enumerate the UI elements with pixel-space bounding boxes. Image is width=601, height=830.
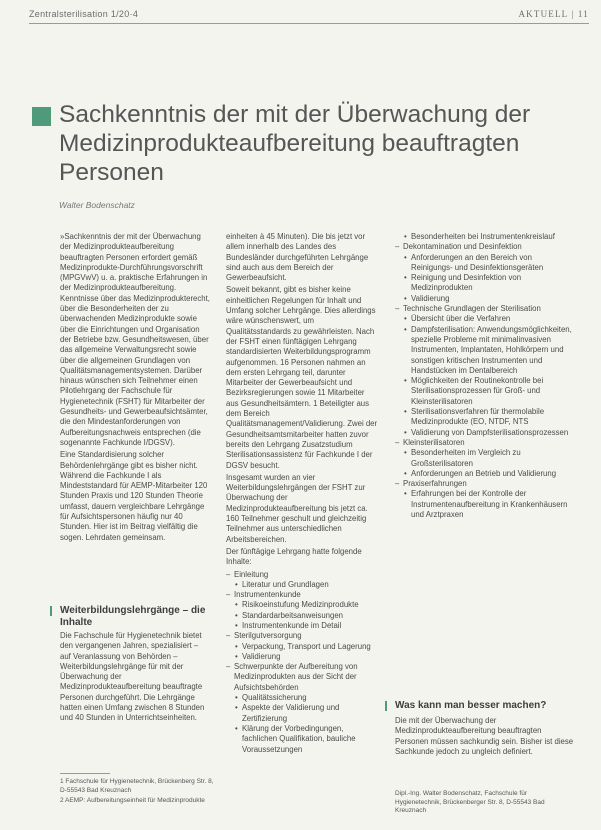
list-item: • Qualitätssicherung xyxy=(226,693,378,703)
section-heading-verbesserung: Was kann man besser machen? xyxy=(395,700,575,712)
col1-paragraph-1: »Sachkenntnis der mit der Überwachung der Medizinprodukteaufbereitung beauftragten Personen erfordert gemäß Medizinprodukte-Durchführungsvorschrift (MPGVwV) u. a. praktische Erfahrungen in der Medizinprodukteaufbereitung. Kenntnisse über das Medizinprodukterecht, über die Besonderheiten der zu überwachenden Medizinprodukte sowie über die Einrichtungen und Organisation der Betriebe bzw. Gesundheitswesen, über das allgemeine Verwaltungsrecht sowie über die allgemeinen Grundlagen von Qualitätsmanagementsystemen. Darüber hinaus wünschen sich Teilnehmer einen Pilotlehrgang der Fachschule für Hygienetechnik (FSHT) für Mitarbeiter der Gesundheits- und Gewerbeaufsichtsämter, die den Mindestanforderungen von Aufbereitungsnachweis entsprechen (die sogenannte Fachkunde I/DGSV). xyxy=(60,232,210,447)
header-divider xyxy=(29,23,589,24)
list-item: • Dampfsterilisation: Anwendungsmöglichkeiten, spezielle Probleme mit minimalinvasiven Instrumenten, Implantaten, Hohlkörpern und sonstigen kritischen Instrumenten und Handstücken im Dentalbereich xyxy=(395,325,575,376)
list-item: • Sterilisationsverfahren für thermolabile Medizinprodukte (EO, NTDF, NTS xyxy=(395,407,575,428)
col3-paragraph-1: Die mit der Überwachung der Medizinprodukteaufbereitung beauftragten Personen müssen sachkundig sein. Bisher ist diese Sachkunde jedoch zu ungleich definiert. xyxy=(395,716,574,756)
list-item: • Besonderheiten im Vergleich zu Großsterilisatoren xyxy=(395,448,575,469)
list-item: – Schwerpunkte der Aufbereitung von Medizinprodukten aus der Sicht der Aufsichtsbehörden xyxy=(226,662,378,693)
list-item: • Klärung der Vorbedingungen, fachlichen Qualifikation, bauliche Voraussetzungen xyxy=(226,724,378,755)
list-item: • Anforderungen an den Bereich von Reinigungs- und Desinfektionsgeräten xyxy=(395,253,575,274)
list-item: • Besonderheiten bei Instrumentenkreislauf xyxy=(395,232,575,242)
list-item: – Kleinsterilisatoren xyxy=(395,438,575,448)
column-3-lower xyxy=(395,716,575,759)
list-item: • Standardarbeitsanweisungen xyxy=(226,611,378,621)
list-item: • Anforderungen an Betrieb und Validierung xyxy=(395,469,575,479)
footnote-divider xyxy=(60,773,110,774)
list-item: • Verpackung, Transport und Lagerung xyxy=(226,642,378,652)
column-1 xyxy=(60,232,210,545)
column-2 xyxy=(226,232,378,755)
list-item: – Dekontamination und Desinfektion xyxy=(395,242,575,252)
list-item: • Möglichkeiten der Routinekontrolle bei Sterilisationsprozessen für Groß- und Kleinsterilisatoren xyxy=(395,376,575,407)
title-accent-block xyxy=(32,107,51,126)
list-item: – Praxiserfahrungen xyxy=(395,479,575,489)
column-3 xyxy=(395,232,575,520)
list-item: – Einleitung xyxy=(226,570,378,580)
col2-paragraph-1: einheiten à 45 Minuten). Die bis jetzt vor allem innerhalb des Landes des Bundesländer durchgeführten Lehrgänge sind auch aus dem Bereich der Gewerbeaufsicht. xyxy=(226,232,369,283)
list-item: • Instrumentenkunde im Detail xyxy=(226,621,378,631)
list-item: – Instrumentenkunde xyxy=(226,590,378,600)
list-item: • Validierung xyxy=(395,294,575,304)
list-item: • Reinigung und Desinfektion von Medizinprodukten xyxy=(395,273,575,294)
col2-content-list xyxy=(226,570,378,755)
author-address: Dipl.-Ing. Walter Bodenschatz, Fachschule für Hygienetechnik, Brückenberger Str. 8, D-55543 Bad Kreuznach xyxy=(395,790,545,814)
list-item: • Literatur und Grundlagen xyxy=(226,580,378,590)
footnote-1: 1 Fachschule für Hygienetechnik, Brückenberg Str. 8, D-55543 Bad Kreuznach xyxy=(60,778,214,794)
col3-content-list xyxy=(395,232,575,520)
running-header-section: AKTUELL | 11 xyxy=(518,9,589,19)
col1-paragraph-3: Die Fachschule für Hygienetechnik bietet den vergangenen Jahren, spezialisiert – auf Veranlassung von Behörden – Weiterbildungslehrgänge für mit der Überwachung der Medizinprodukteaufbereitung beauftragte Personen durchgeführt. Die Lehrgänge hatten einen Umfang zwischen 8 Stunden und 40 Stunden in Unterrichtseinheiten. xyxy=(60,631,205,723)
col2-paragraph-4: Der fünftägige Lehrgang hatte folgende Inhalte: xyxy=(226,546,362,567)
list-item: • Validierung von Dampfsterilisationsprozessen xyxy=(395,428,575,438)
section-heading-weiterbildung: Weiterbildungslehrgänge – die Inhalte xyxy=(60,605,210,629)
column-1-lower xyxy=(60,631,210,726)
col1-paragraph-2: Eine Standardisierung solcher Behördenlehrgänge gibt es bisher nicht. Während die Fachkunde I als Mindeststandard für AEMP-Mitarbeiter 120 Stunden Praxis und 120 Stunden Theorie umfasst, dauern vergleichbare Lehrgänge für Aufsichtspersonen häufig nur 40 Stunden. Hier ist im Beitrag vielfältig die sogen. Lehrdaten gemeinsam. xyxy=(60,450,208,542)
article-author: Walter Bodenschatz xyxy=(59,200,135,210)
list-item: • Aspekte der Validierung und Zertifizierung xyxy=(226,703,378,724)
article-title: Sachkenntnis der mit der Überwachung der Medizinprodukteaufbereitung beauftragten Personen xyxy=(59,101,531,186)
list-item: • Validierung xyxy=(226,652,378,662)
list-item: • Übersicht über die Verfahren xyxy=(395,314,575,324)
col2-paragraph-2: Soweit bekannt, gibt es bisher keine einheitlichen Regelungen für Inhalt und Umfang solcher Lehrgänge. Dies allerdings wäre wünschenswert, um Qualitätsstandards zu gewährleisten. Nach der FSHT einen fünftägigen Lehrgang standardisierten Weiterbildungsprogramm aufgenommen. 16 Personen nahmen an dem ersten Lehrgang teil, darunter Mitarbeiter der Gewerbeaufsicht und Bezirksregierungen sowie 11 Mitarbeiter aus Gesundheitsämtern. 1 Beteiligter aus dem Bereich Qualitätsmanagement/Validierung. Zwei der Gesundheitsamtsmitarbeiter hatten zuvor bereits den Lehrgang Zusatzstudium Sterilisationsassistenz für Fachkunde I der DGSV besucht. xyxy=(226,285,378,470)
list-item: – Technische Grundlagen der Sterilisation xyxy=(395,304,575,314)
list-item: • Risikoeinstufung Medizinprodukte xyxy=(226,600,378,610)
col2-paragraph-3: Insgesamt wurden an vier Weiterbildungslehrgängen der FSHT zur Überwachung der Medizinprodukteaufbereitung bis jetzt ca. 160 Teilnehmer geschult und gleichzeitig Teilnehmer aus unterschiedlichen Arbeitsbereichen. xyxy=(226,472,368,544)
list-item: • Erfahrungen bei der Kontrolle der Instrumentenaufbereitung in Krankenhäusern und Arztpraxen xyxy=(395,489,575,520)
list-item: – Sterilgutversorgung xyxy=(226,631,378,641)
running-header-journal: Zentralsterilisation 1/20·4 xyxy=(29,9,139,19)
footnote-2: 2 AEMP: Aufbereitungseinheit für Medizinprodukte xyxy=(60,797,205,804)
